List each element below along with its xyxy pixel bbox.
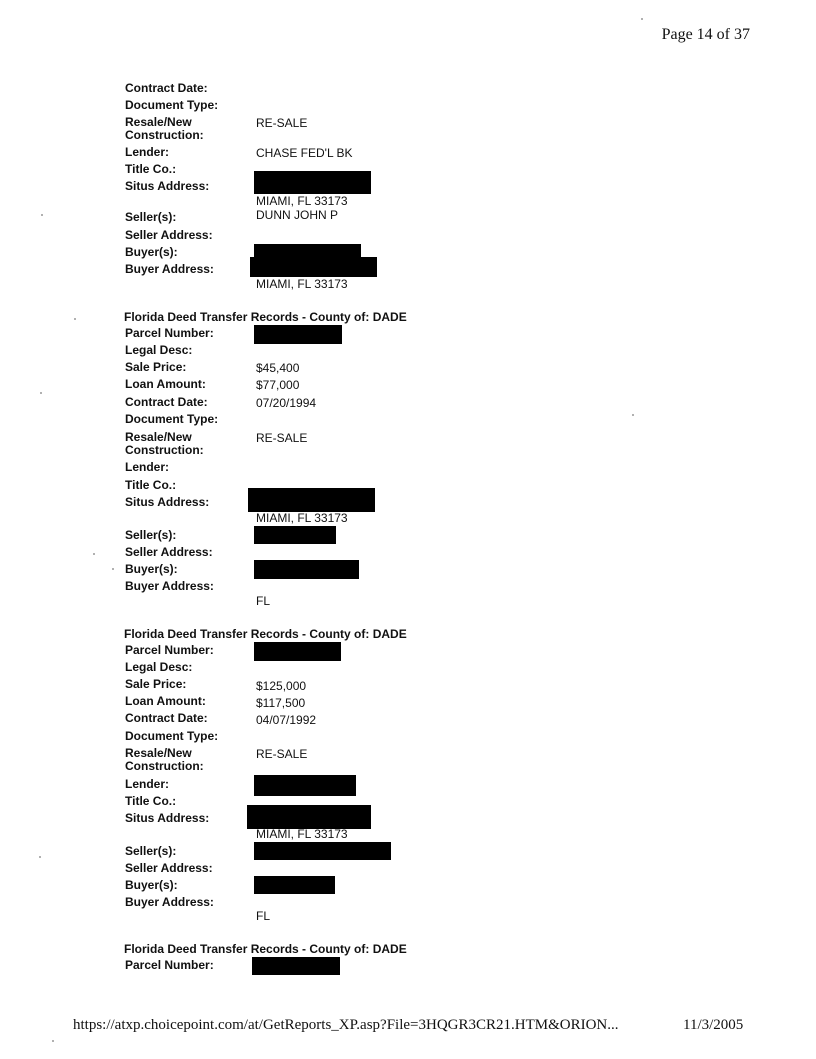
contract-date-value: 04/07/1992 — [256, 713, 317, 727]
title-co-label: Title Co.: — [125, 478, 177, 492]
seller-address-label: Seller Address: — [125, 861, 213, 875]
sale-price-value: $125,000 — [256, 679, 307, 693]
legal-desc-label: Legal Desc: — [125, 660, 193, 674]
scan-speck — [41, 214, 43, 216]
scan-speck — [40, 392, 42, 394]
construction-label: Construction: — [125, 759, 204, 773]
buyers-label: Buyer(s): — [125, 245, 178, 259]
resale-value: RE-SALE — [256, 747, 308, 761]
section-heading: Florida Deed Transfer Records - County of: DADE — [124, 310, 407, 324]
scan-speck — [39, 856, 41, 858]
loan-amount-label: Loan Amount: — [125, 377, 206, 391]
section-heading: Florida Deed Transfer Records - County of: DADE — [124, 942, 407, 956]
legal-desc-label: Legal Desc: — [125, 343, 193, 357]
buyer-address-label: Buyer Address: — [125, 895, 214, 909]
redaction-bar — [254, 244, 361, 258]
situs-city-value: MIAMI, FL 33173 — [256, 511, 348, 525]
contract-date-label: Contract Date: — [125, 395, 208, 409]
parcel-number-label: Parcel Number: — [125, 326, 214, 340]
redaction-bar — [254, 171, 371, 194]
situs-address-label: Situs Address: — [125, 179, 210, 193]
redaction-bar — [248, 488, 375, 512]
redaction-bar — [247, 805, 371, 829]
loan-amount-value: $77,000 — [256, 378, 300, 392]
lender-value: CHASE FED'L BK — [256, 146, 353, 160]
buyer-city-value: MIAMI, FL 33173 — [256, 277, 348, 291]
redaction-bar — [254, 325, 342, 344]
footer-url: https://atxp.choicepoint.com/at/GetReports_XP.asp?File=3HQGR3CR21.HTM&ORION... — [73, 1017, 619, 1033]
lender-label: Lender: — [125, 460, 170, 474]
contract-date-label: Contract Date: — [125, 711, 208, 725]
buyers-label: Buyer(s): — [125, 878, 178, 892]
document-type-label: Document Type: — [125, 98, 219, 112]
situs-address-label: Situs Address: — [125, 811, 210, 825]
section-heading: Florida Deed Transfer Records - County of: DADE — [124, 627, 407, 641]
scan-speck — [632, 414, 634, 416]
buyers-label: Buyer(s): — [125, 562, 178, 576]
resale-value: RE-SALE — [256, 116, 308, 130]
construction-label: Construction: — [125, 128, 204, 142]
sale-price-label: Sale Price: — [125, 360, 187, 374]
sellers-value: DUNN JOHN P — [256, 208, 339, 222]
seller-address-label: Seller Address: — [125, 228, 213, 242]
resale-new-label: Resale/New — [125, 115, 192, 129]
title-co-label: Title Co.: — [125, 794, 177, 808]
buyer-address-label: Buyer Address: — [125, 262, 214, 276]
redaction-bar — [254, 842, 391, 860]
buyer-state-value: FL — [256, 594, 271, 608]
situs-address-label: Situs Address: — [125, 495, 210, 509]
construction-label: Construction: — [125, 443, 204, 457]
buyer-state-value: FL — [256, 909, 271, 923]
lender-label: Lender: — [125, 145, 170, 159]
redaction-bar — [254, 876, 335, 894]
scan-speck — [641, 18, 643, 20]
scan-speck — [93, 553, 95, 555]
contract-date-label: Contract Date: — [125, 81, 208, 95]
document-type-label: Document Type: — [125, 412, 219, 426]
redaction-bar — [252, 957, 340, 975]
seller-address-label: Seller Address: — [125, 545, 213, 559]
buyer-address-label: Buyer Address: — [125, 579, 214, 593]
resale-new-label: Resale/New — [125, 430, 192, 444]
sale-price-label: Sale Price: — [125, 677, 187, 691]
sellers-label: Seller(s): — [125, 210, 177, 224]
redaction-bar — [254, 642, 341, 661]
document-type-label: Document Type: — [125, 729, 219, 743]
sellers-label: Seller(s): — [125, 844, 177, 858]
loan-amount-value: $117,500 — [256, 696, 306, 710]
situs-city-value: MIAMI, FL 33173 — [256, 827, 348, 841]
parcel-number-label: Parcel Number: — [125, 958, 214, 972]
scan-speck — [112, 568, 114, 570]
parcel-number-label: Parcel Number: — [125, 643, 214, 657]
resale-new-label: Resale/New — [125, 746, 192, 760]
page-number: Page 14 of 37 — [661, 26, 750, 43]
redaction-bar — [250, 257, 377, 277]
loan-amount-label: Loan Amount: — [125, 694, 206, 708]
lender-label: Lender: — [125, 777, 170, 791]
scan-speck — [74, 318, 76, 320]
redaction-bar — [254, 560, 359, 579]
resale-value: RE-SALE — [256, 431, 308, 445]
sale-price-value: $45,400 — [256, 361, 300, 375]
sellers-label: Seller(s): — [125, 528, 177, 542]
situs-city-value: MIAMI, FL 33173 — [256, 194, 348, 208]
scan-speck — [52, 1040, 54, 1042]
footer-date: 11/3/2005 — [683, 1017, 744, 1033]
contract-date-value: 07/20/1994 — [256, 396, 317, 410]
title-co-label: Title Co.: — [125, 162, 177, 176]
redaction-bar — [254, 526, 336, 544]
redaction-bar — [254, 775, 356, 796]
